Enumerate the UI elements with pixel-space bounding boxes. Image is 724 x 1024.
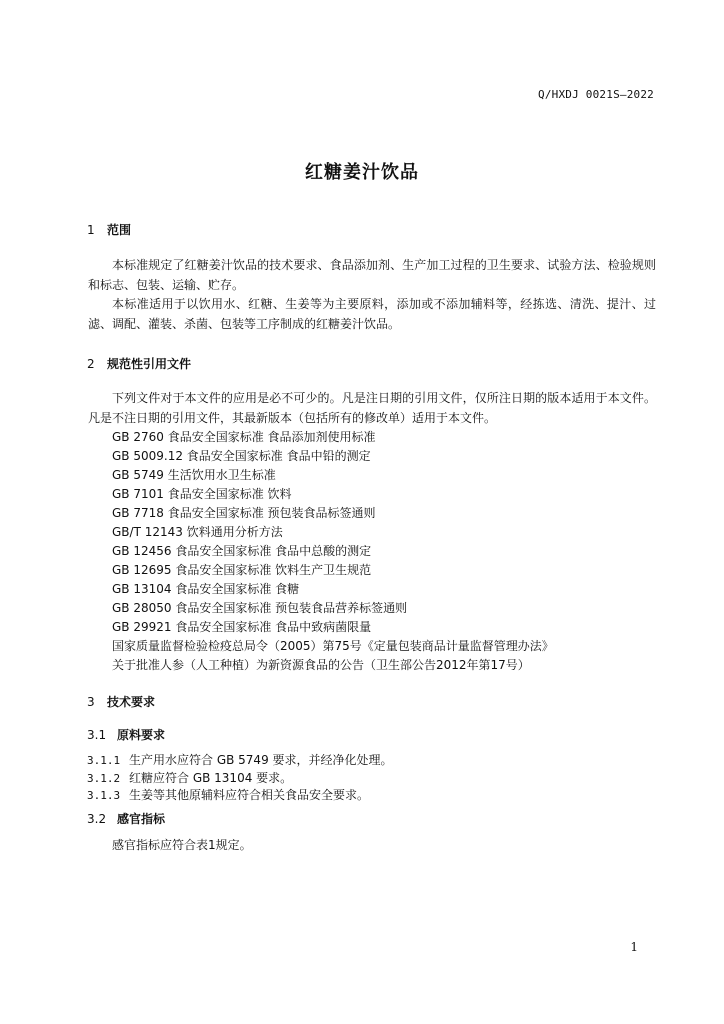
reference-item: 国家质量监督检验检疫总局令（2005）第75号《定量包装商品计量监督管理办法》 xyxy=(112,639,554,653)
standard-code: Q/HXDJ 0021S—2022 xyxy=(538,88,654,101)
section-3-title: 技术要求 xyxy=(107,695,156,709)
clause-text: 生产用水应符合 GB 5749 要求，并经净化处理。 xyxy=(129,753,393,767)
scope-paragraph-1: 本标准规定了红糖姜汁饮品的技术要求、食品添加剂、生产加工过程的卫生要求、试验方法、检验规则和标志、包装、运输、贮存。 xyxy=(88,258,656,292)
section-1-number: 1 xyxy=(87,223,95,237)
section-3-1-number: 3.1 xyxy=(87,728,107,742)
reference-item: GB 28050 食品安全国家标准 预包装食品营养标签通则 xyxy=(112,601,408,615)
document-title: 红糖姜汁饮品 xyxy=(305,162,419,183)
reference-item: GB 13104 食品安全国家标准 食糖 xyxy=(112,582,300,596)
clause-text: 生姜等其他原辅料应符合相关食品安全要求。 xyxy=(129,788,370,802)
scope-paragraph-2: 本标准适用于以饮用水、红糖、生姜等为主要原料，添加或不添加辅料等，经拣选、清洗、提汁、过滤、调配、灌装、杀菌、包装等工序制成的红糖姜汁饮品。 xyxy=(88,297,656,331)
section-3-2-number: 3.2 xyxy=(87,812,107,826)
section-1-heading xyxy=(87,221,131,238)
section-3-2-heading xyxy=(87,810,165,827)
clause-item xyxy=(87,752,393,770)
reference-list xyxy=(112,428,554,675)
section-2-heading xyxy=(87,355,191,372)
clause-number: 3.1.3 xyxy=(87,789,121,802)
section-3-number: 3 xyxy=(87,695,95,709)
raw-material-clauses xyxy=(87,752,393,805)
reference-item: GB 7718 食品安全国家标准 预包装食品标签通则 xyxy=(112,506,376,520)
reference-item: GB 5749 生活饮用水卫生标准 xyxy=(112,468,276,482)
reference-item: GB 12695 食品安全国家标准 饮料生产卫生规范 xyxy=(112,563,372,577)
reference-item: 关于批准人参（人工种植）为新资源食品的公告（卫生部公告2012年第17号） xyxy=(112,658,530,672)
page-number: 1 xyxy=(630,940,638,954)
reference-item: GB 5009.12 食品安全国家标准 食品中铅的测定 xyxy=(112,449,371,463)
section-3-1-title: 原料要求 xyxy=(117,728,166,742)
reference-item: GB 2760 食品安全国家标准 食品添加剂使用标准 xyxy=(112,430,376,444)
reference-item: GB/T 12143 饮料通用分析方法 xyxy=(112,525,283,539)
clause-number: 3.1.1 xyxy=(87,754,121,767)
section-3-heading xyxy=(87,693,155,710)
references-intro: 下列文件对于本文件的应用是必不可少的。凡是注日期的引用文件，仅所注日期的版本适用于本文件。凡是不注日期的引用文件，其最新版本（包括所有的修改单）适用于本文件。 xyxy=(88,391,656,425)
reference-item: GB 7101 食品安全国家标准 饮料 xyxy=(112,487,292,501)
reference-item: GB 12456 食品安全国家标准 食品中总酸的测定 xyxy=(112,544,372,558)
sensory-requirement-text: 感官指标应符合表1规定。 xyxy=(112,838,252,852)
clause-number: 3.1.2 xyxy=(87,771,121,785)
reference-item: GB 29921 食品安全国家标准 食品中致病菌限量 xyxy=(112,620,372,634)
clause-text: 红糖应符合 GB 13104 要求。 xyxy=(129,770,293,785)
section-2-number: 2 xyxy=(87,357,95,371)
section-3-1-heading xyxy=(87,726,165,743)
section-1-title: 范围 xyxy=(107,223,132,237)
section-3-2-title: 感官指标 xyxy=(117,812,166,826)
section-2-title: 规范性引用文件 xyxy=(107,357,192,371)
clause-item xyxy=(87,787,393,805)
clause-item xyxy=(87,770,393,788)
